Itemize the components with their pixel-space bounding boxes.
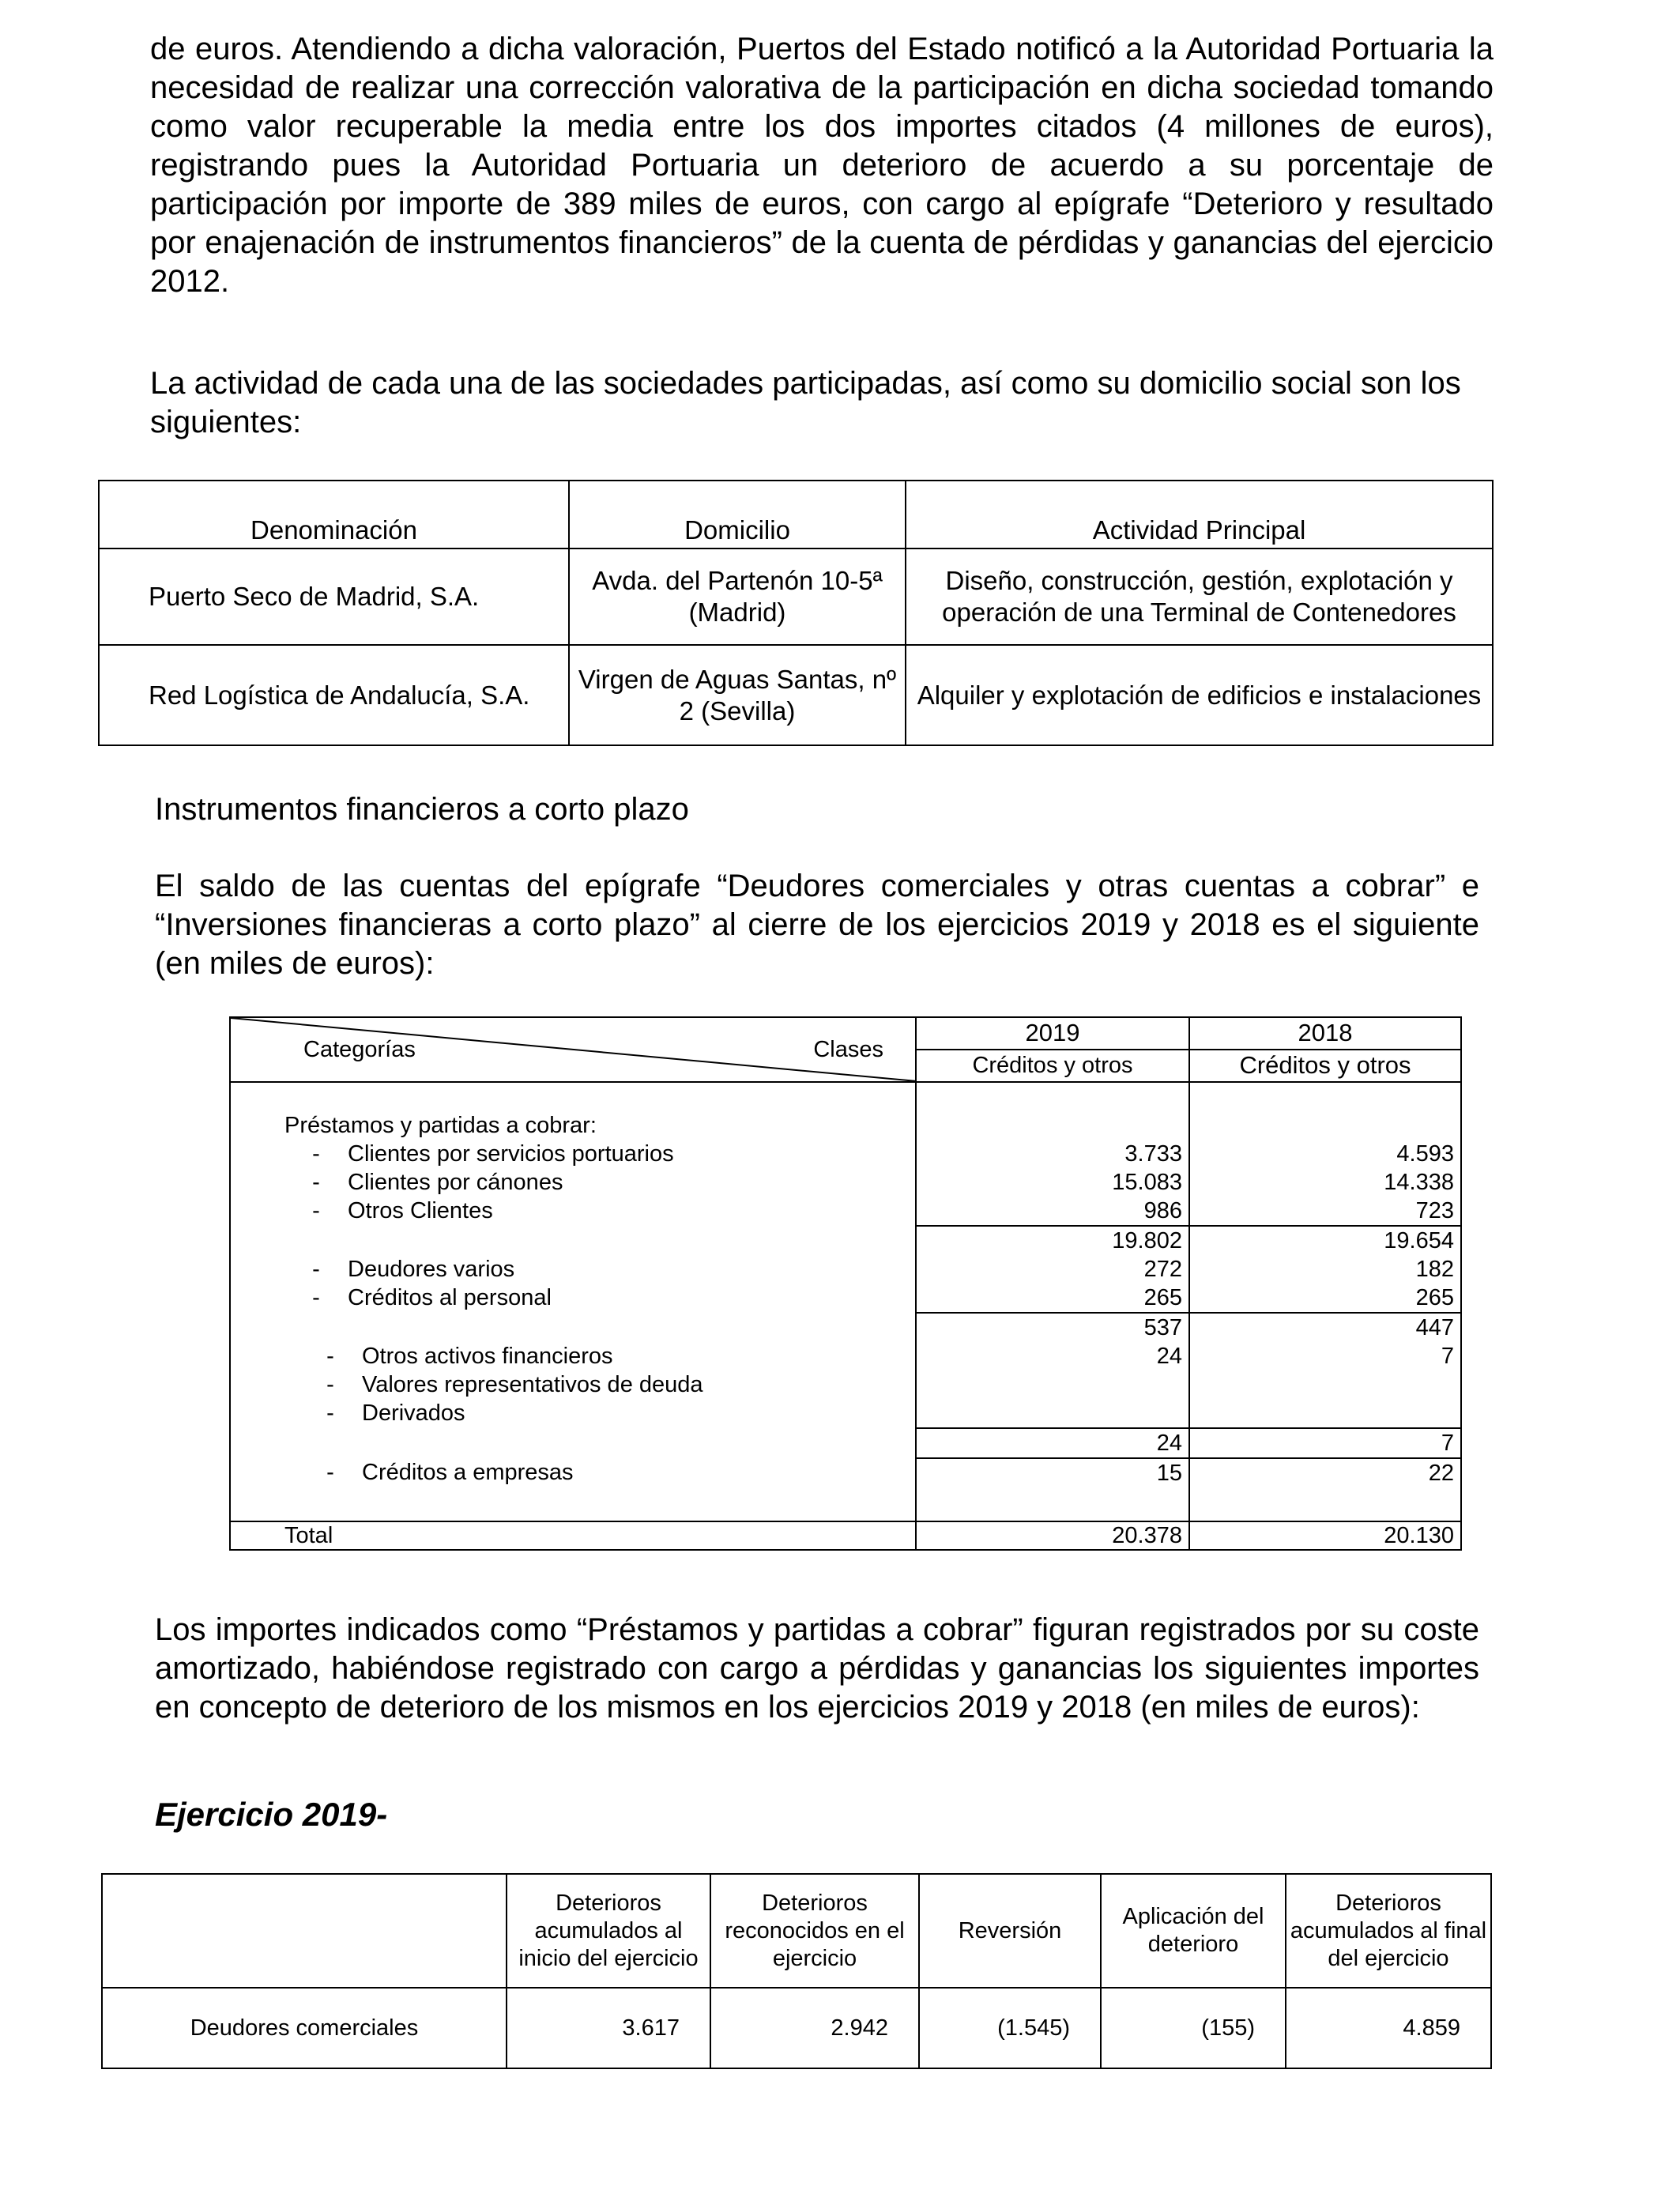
section-heading: Instrumentos financieros a corto plazo: [155, 792, 689, 827]
cell-inicio: 3.617: [507, 1988, 710, 2068]
row-dash: -: [326, 1400, 334, 1426]
impairment-table: [101, 1873, 1492, 2069]
header-inicio: Deterioros acumulados al inicio del ejercicio: [507, 1874, 710, 1988]
value-2018: 447: [1189, 1313, 1461, 1342]
companies-table: [98, 480, 1494, 746]
cell-reversion: (1.545): [919, 1988, 1101, 2068]
subtotal-row: [230, 1313, 1461, 1342]
cell-denominacion: Red Logística de Andalucía, S.A.: [99, 645, 569, 745]
table-row: [102, 1988, 1491, 2068]
table-row: [230, 1140, 1461, 1168]
cell-denominacion: Puerto Seco de Madrid, S.A.: [99, 548, 569, 645]
categorias-label: Categorías: [303, 1037, 416, 1062]
value-2019: [916, 1399, 1189, 1428]
clases-label: Clases: [813, 1037, 883, 1062]
header-empty: [102, 1874, 507, 1988]
row-label: Deudores varios: [348, 1257, 515, 1282]
value-2019: 15.083: [916, 1168, 1189, 1197]
value-2019: 986: [916, 1197, 1189, 1226]
row-label: Clientes por servicios portuarios: [348, 1141, 674, 1167]
cell-aplicacion: (155): [1101, 1988, 1286, 2068]
value-2018: [1189, 1399, 1461, 1428]
value-2019: 272: [916, 1255, 1189, 1284]
financial-instruments-table: [229, 1016, 1462, 1551]
row-dash: -: [312, 1257, 320, 1282]
cell-actividad: Diseño, construcción, gestión, explotación y operación de una Terminal de Contenedores: [906, 548, 1493, 645]
table-row: [230, 1342, 1461, 1370]
total-label: Total: [284, 1523, 333, 1548]
row-dash: -: [326, 1372, 334, 1397]
year-2018-header: 2018: [1189, 1017, 1461, 1050]
year-2019-header: 2019: [916, 1017, 1189, 1050]
total-2019: 20.378: [916, 1521, 1189, 1550]
value-2019: 19.802: [916, 1226, 1189, 1255]
header-final: Deterioros acumulados al final del ejercicio: [1286, 1874, 1491, 1988]
paragraph-actividad-intro: La actividad de cada una de las sociedades participadas, así como su domicilio social son los siguientes:: [150, 366, 1461, 439]
cell-domicilio: Avda. del Partenón 10-5ª (Madrid): [569, 548, 906, 645]
row-dash: -: [312, 1198, 320, 1223]
value-2019: 15: [916, 1458, 1189, 1487]
row-dash: -: [312, 1285, 320, 1310]
value-2019: [916, 1370, 1189, 1399]
cell-domicilio: Virgen de Aguas Santas, nº 2 (Sevilla): [569, 645, 906, 745]
value-2018: 14.338: [1189, 1168, 1461, 1197]
row-label: Créditos a empresas: [362, 1460, 574, 1485]
paragraph-valoracion: de euros. Atendiendo a dicha valoración, Puertos del Estado notificó a la Autoridad Portuaria la necesidad de realizar una corrección valorativa de la participación en dicha sociedad tomando como valor recuperable la media entre los dos importes citados (4 millones de euros), registrando pues la Autoridad Portuaria un deterioro de acuerdo a su porcentaje de participación por importe de 389 miles de euros, con cargo al epígrafe “Deterioro y resultado por enajenación de instrumentos financieros” de la cuenta de pérdidas y ganancias del ejercicio 2012.: [150, 32, 1494, 299]
value-2018: 182: [1189, 1255, 1461, 1284]
header-reconocidos: Deterioros reconocidos en el ejercicio: [710, 1874, 919, 1988]
header-denominacion: Denominación: [99, 481, 569, 548]
total-2018: 20.130: [1189, 1521, 1461, 1550]
value-2019: 24: [916, 1428, 1189, 1458]
value-2018: 265: [1189, 1284, 1461, 1313]
value-2018: 19.654: [1189, 1226, 1461, 1255]
total-row: [230, 1521, 1461, 1550]
row-label: Clientes por cánones: [348, 1170, 563, 1195]
diagonal-header-cell: [230, 1017, 916, 1082]
value-2018: 4.593: [1189, 1140, 1461, 1168]
header-actividad: Actividad Principal: [906, 481, 1493, 548]
section-label: Préstamos y partidas a cobrar:: [284, 1113, 597, 1138]
paragraph-saldo: El saldo de las cuentas del epígrafe “Deudores comerciales y otras cuentas a cobrar” e “Inversiones financieras a corto plazo” al cierre de los ejercicios 2019 y 2018 es el siguiente (en miles de euros):: [155, 869, 1479, 981]
subheader-2019: Créditos y otros: [916, 1050, 1189, 1082]
cell-concepto: Deudores comerciales: [102, 1988, 507, 2068]
table-row: [99, 645, 1493, 745]
subtotal-row: [230, 1428, 1461, 1458]
table-row: [230, 1458, 1461, 1487]
table-row: [230, 1168, 1461, 1197]
cell-final: 4.859: [1286, 1988, 1491, 2068]
value-2019: 3.733: [916, 1140, 1189, 1168]
value-2019: 24: [916, 1342, 1189, 1370]
value-2018: 7: [1189, 1342, 1461, 1370]
value-2018: [1189, 1370, 1461, 1399]
paragraph-importes: Los importes indicados como “Préstamos y partidas a cobrar” figuran registrados por su coste amortizado, habiéndose registrado con cargo a pérdidas y ganancias los siguientes importes en concepto de deterioro de los mismos en los ejercicios 2019 y 2018 (en miles de euros):: [155, 1612, 1479, 1725]
cell-reconocidos: 2.942: [710, 1988, 919, 2068]
table-row: [230, 1399, 1461, 1428]
value-2019: 265: [916, 1284, 1189, 1313]
row-label: Créditos al personal: [348, 1285, 552, 1310]
row-dash: -: [312, 1141, 320, 1167]
row-label: Valores representativos de deuda: [362, 1372, 703, 1397]
impairment-header: [102, 1874, 1491, 1988]
row-dash: -: [326, 1344, 334, 1369]
table-row: [230, 1197, 1461, 1226]
row-label: Derivados: [362, 1400, 465, 1426]
value-2019: 537: [916, 1313, 1189, 1342]
table-row: [230, 1255, 1461, 1284]
value-2018: 723: [1189, 1197, 1461, 1226]
section-row: [230, 1111, 1461, 1140]
cell-actividad: Alquiler y explotación de edificios e instalaciones: [906, 645, 1493, 745]
row-label: Otros Clientes: [348, 1198, 493, 1223]
subtotal-row: [230, 1226, 1461, 1255]
row-label: Otros activos financieros: [362, 1344, 613, 1369]
header-aplicacion: Aplicación del deterioro: [1101, 1874, 1286, 1988]
companies-table-header: [99, 481, 1493, 548]
table-row: [99, 548, 1493, 645]
header-domicilio: Domicilio: [569, 481, 906, 548]
ejercicio-heading: Ejercicio 2019-: [155, 1796, 388, 1833]
value-2018: 22: [1189, 1458, 1461, 1487]
row-dash: -: [326, 1460, 334, 1485]
header-reversion: Reversión: [919, 1874, 1101, 1988]
table-row: [230, 1284, 1461, 1313]
value-2018: 7: [1189, 1428, 1461, 1458]
subheader-2018: Créditos y otros: [1189, 1050, 1461, 1082]
table-row: [230, 1370, 1461, 1399]
row-dash: -: [312, 1170, 320, 1195]
